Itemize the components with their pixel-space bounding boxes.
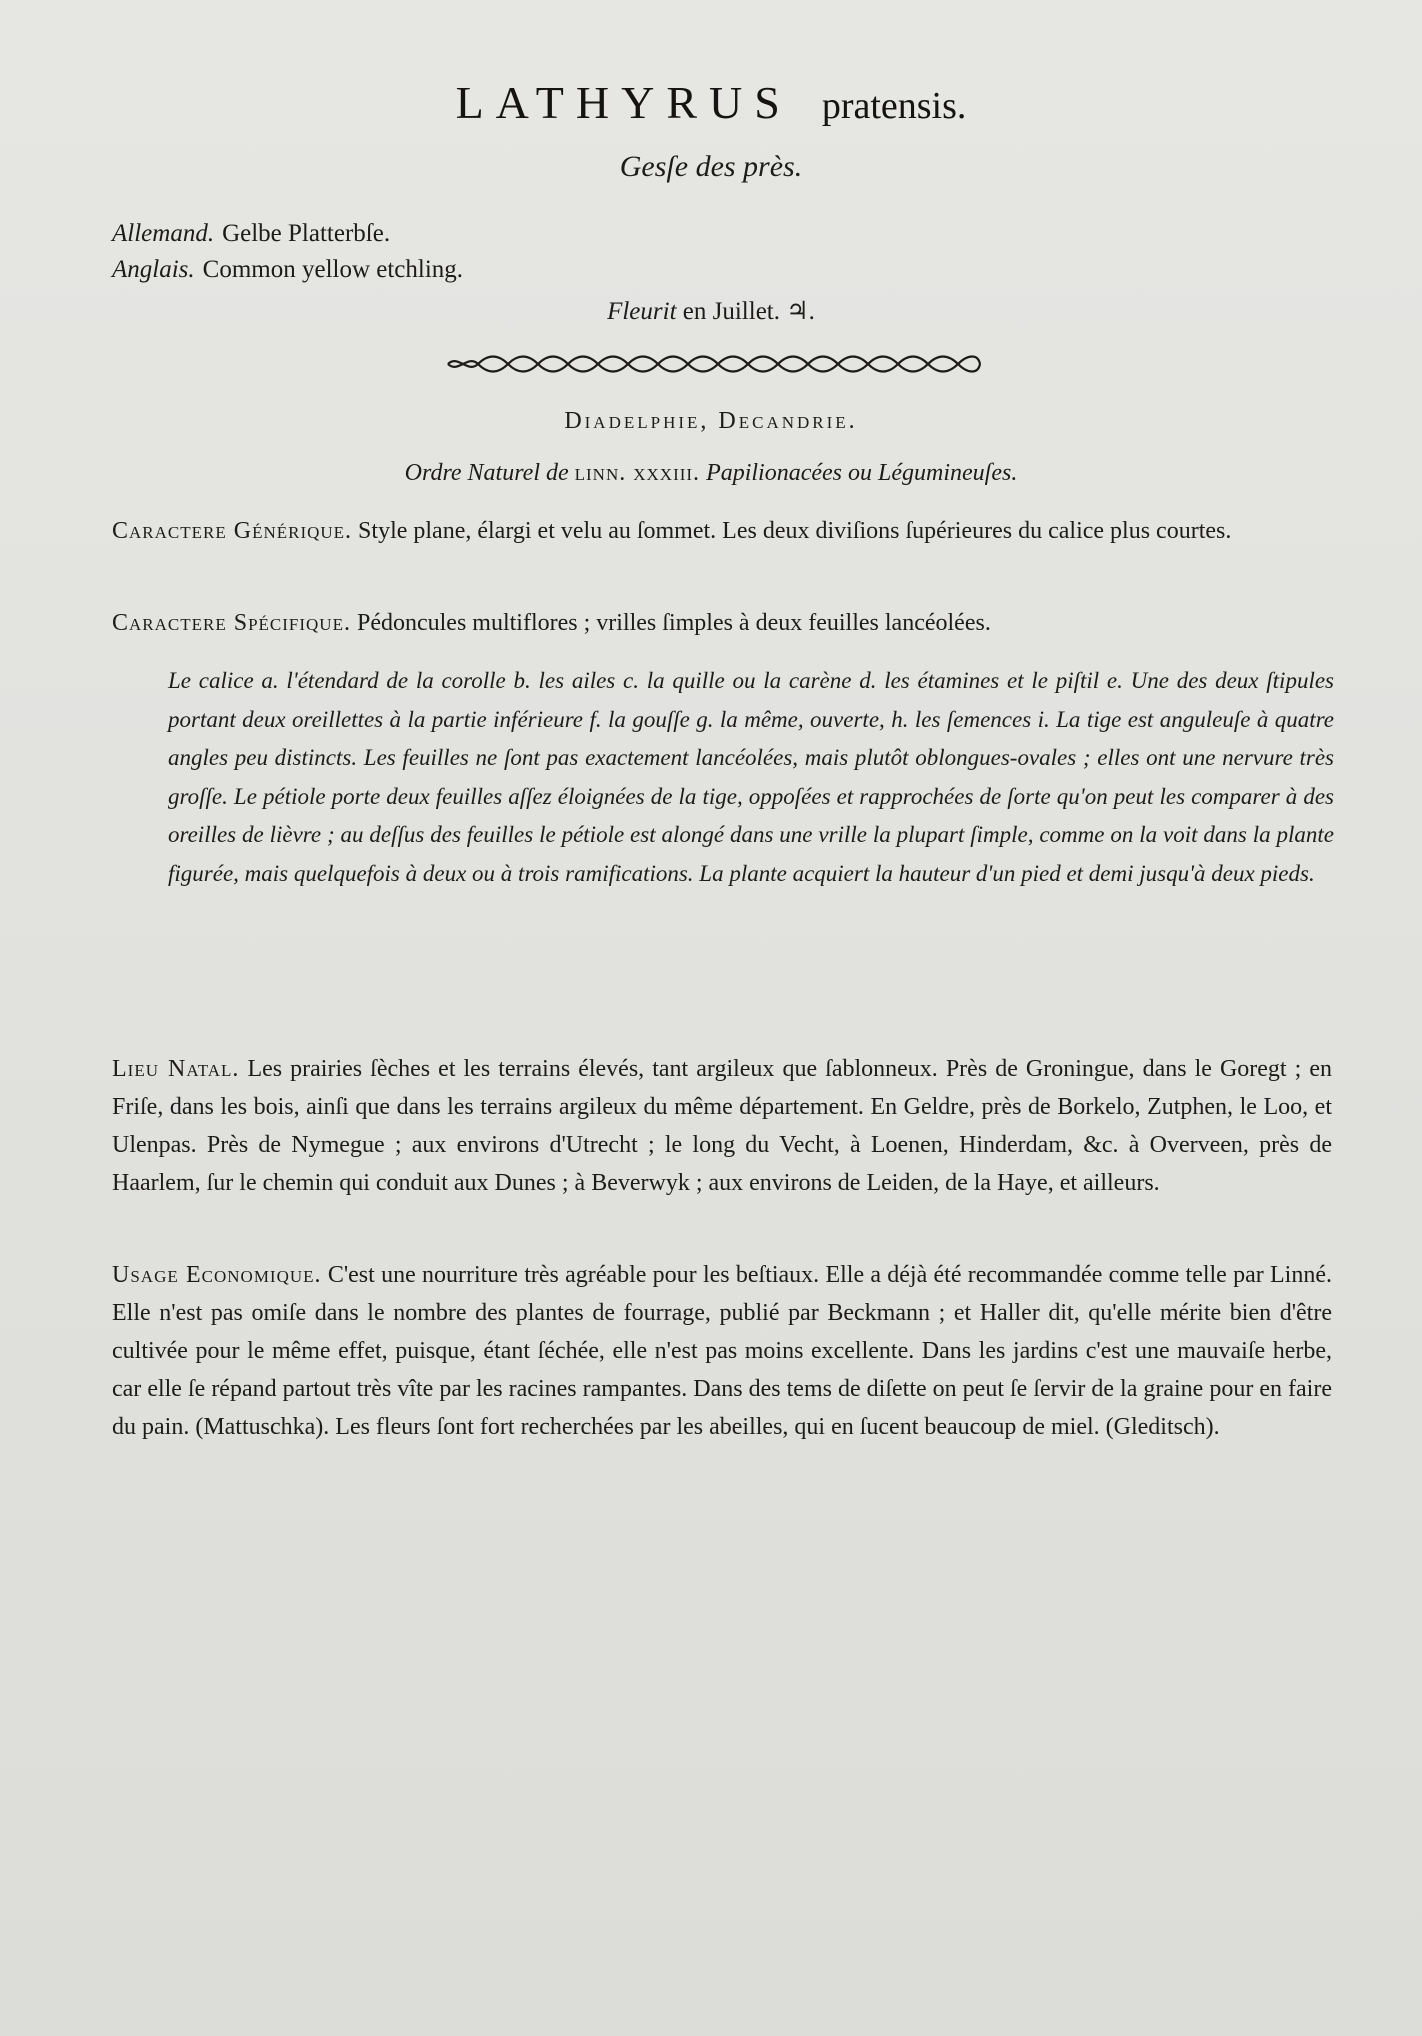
- name-text: Common yellow etchling.: [202, 256, 464, 283]
- page-title: [0, 76, 1422, 129]
- generic-character-label: Caractere Générique.: [112, 518, 353, 544]
- flowering-prefix: Fleurit: [607, 298, 677, 325]
- generic-character: [112, 512, 1332, 550]
- order-prefix: Ordre Naturel de: [404, 460, 569, 486]
- language-label: Anglais.: [112, 256, 195, 283]
- specific-character-text: Pédoncules multiflores ; vrilles ſimples à deux feuilles lancéolées.: [350, 610, 991, 636]
- french-name: Gesſe des près.: [619, 150, 803, 183]
- generic-character-text: Style plane, élargi et velu au ſommet. Les deux diviſions ſupérieures du calice plus courtes.: [352, 518, 1232, 544]
- specific-character: [112, 604, 1332, 642]
- flowering-time: [0, 296, 1422, 326]
- economic-use-text: C'est une nourriture très agréable pour les beſtiaux. Elle a déjà été recommandée comme telle par Linné. Elle n'est pas omiſe dans le nombre des plantes de fourrage, publié par Beckmann ; et Haller dit, qu'elle mérite bien d'être cultivée pour le même effet, puisque, étant ſéchée, elle n'est pas moins excellente. Dans les jardins c'est une mauvaiſe herbe, car elle ſe répand partout très vîte par les racines rampantes. Dans des tems de diſette on peut ſe ſervir de la graine pour en faire du pain. (Mattuschka). Les fleurs ſont fort recherchées par les abeilles, qui en ſucent beaucoup de miel. (Gleditsch).: [112, 1262, 1332, 1440]
- order-author: linn. xxxiii.: [574, 460, 701, 486]
- ornament-divider: [444, 352, 984, 376]
- species-name: pratensis.: [821, 85, 967, 127]
- natural-order: [0, 460, 1422, 487]
- linnaean-classification: Diadelphie, Decandrie.: [564, 408, 858, 434]
- language-label: Allemand.: [112, 220, 215, 247]
- habitat-label: Lieu Natal.: [112, 1056, 240, 1082]
- habitat-section: [112, 1050, 1332, 1202]
- flowering-text: en Juillet. ♃.: [676, 298, 815, 325]
- habitat-text: Les prairies ſèches et les terrains élevés, tant argileux que ſablonneux. Près de Groningue, dans le Goregt ; en Friſe, dans les bois, ainſi que dans les terrains argileux du même département. En Geldre, près de Borkelo, Zutphen, le Loo, et Ulenpas. Près de Nymegue ; aux environs d'Utrecht ; le long du Vecht, à Loenen, Hinderdam, &c. à Overveen, près de Haarlem, ſur le chemin qui conduit aux Dunes ; à Beverwyk ; aux environs de Leiden, de la Haye, et ailleurs.: [112, 1056, 1332, 1196]
- genus-name: LATHYRUS: [455, 77, 792, 128]
- common-names: [112, 216, 463, 288]
- order-families: Papilionacées ou Légumineuſes.: [706, 460, 1018, 486]
- common-name-english: [112, 252, 463, 288]
- plant-description: Le calice a. l'étendard de la corolle b. les ailes c. la quille ou la carène d. les étamines et le piſtil e. Une des deux ſtipules portant deux oreillettes à la partie inférieure f. la gouſſe g. la même, ouverte, h. les ſemences i. La tige est anguleuſe à quatre angles peu distincts. Les feuilles ne ſont pas exactement lancéolées, mais plutôt oblongues-ovales ; elles ont une nervure très groſſe. Le pétiole porte deux feuilles aſſez éloignées de la tige, oppoſées et rapprochées de ſorte qu'on peut les comparer à des oreilles de lièvre ; au deſſus des feuilles le pétiole est alongé dans une vrille la plupart ſimple, comme on la voit dans la plante figurée, mais quelquefois à deux ou à trois ramifications. La plante acquiert la hauteur d'un pied et demi jusqu'à deux pieds.: [168, 668, 1334, 886]
- economic-use-section: [112, 1256, 1332, 1446]
- economic-use-label: Usage Economique.: [112, 1262, 322, 1288]
- common-name-german: [112, 216, 463, 252]
- name-text: Gelbe Platterbſe.: [222, 220, 391, 247]
- specific-character-label: Caractere Spécifique.: [112, 610, 351, 636]
